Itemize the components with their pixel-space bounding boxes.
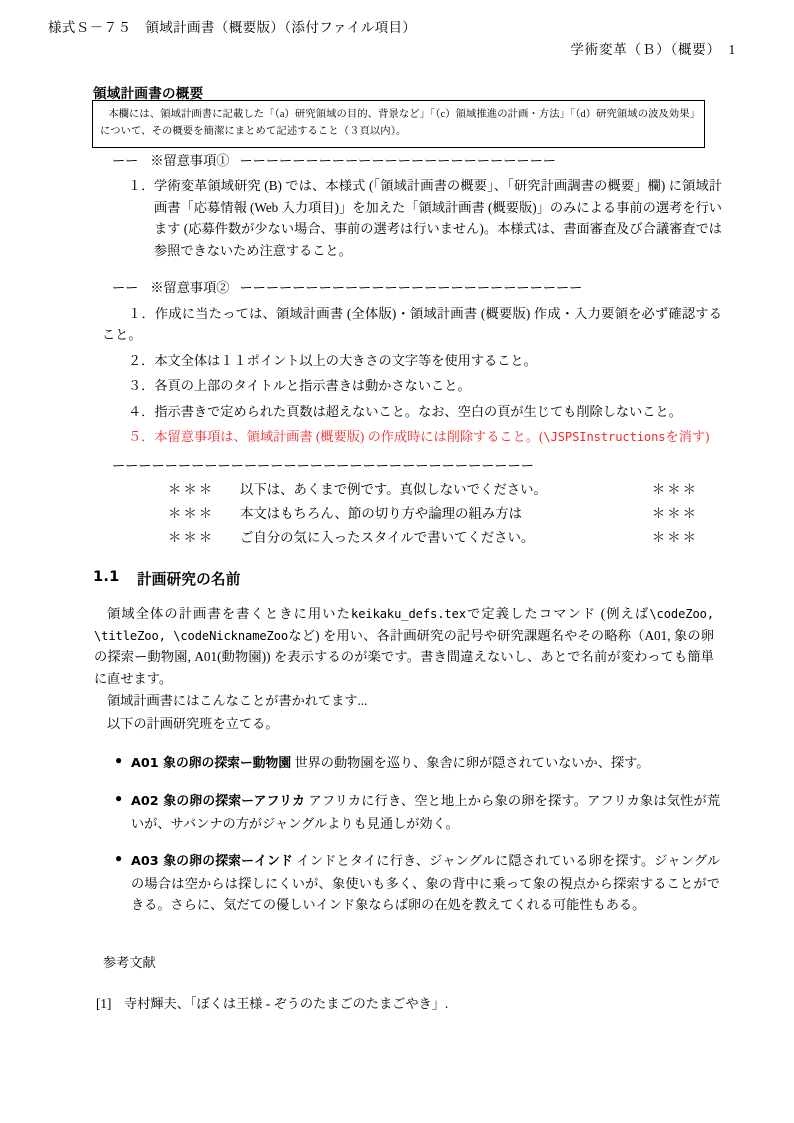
note-text: 学術変革領域研究 (B) では、本様式 (「領域計画書の概要」、「研究計画調書の概要」欄) に領域計画書「応募情報 (Web 入力項目)」を加えた「領域計画書 (概要版)」のみによる事前の選考を行います (応募件数が少ない場合、事前の選考は行いません)。本様式は、書面審査及び合議審査では参照できないため注意すること。 [154,178,722,258]
note-item-3: ３．各頁の上部のタイトルと指示書きは動かさないこと。 [128,378,471,394]
references-title: 参考文献 [103,955,156,970]
example-notice-text: ご自分の気に入ったスタイルで書いてください。 [240,529,535,545]
rule-trailing-dashes: ーーーーーーーーーーーーーーーーーーーーーーーーーー [239,280,583,296]
example-notice-line [168,502,698,526]
body-paragraph-3: 以下の計画研究班を立てる。 [107,715,279,731]
notes-closing-rule: ーーーーーーーーーーーーーーーーーーーーーーーーーーーーーーーー [112,458,534,474]
body-paragraph-2: 領域計画書にはこんなことが書かれてます... [107,693,368,709]
note-item-1: １．作成に当たっては、領域計画書 (全体版)・領域計画書 (概要版) 作成・入力要領を必ず確認すること。 [102,305,722,343]
subsection-title: 計画研究の名前 [137,571,241,588]
rule-lead-dashes: ーー [112,280,139,296]
example-notice-text: 以下は、あくまで例です。真似しないでください。 [240,482,547,497]
star-marker-left: ＊＊＊ [168,505,215,521]
reference-entry [0,993,794,1014]
note-item-5-post: を消す) [665,429,710,445]
plan-code: A03 象の卵の探索ーインド [131,853,293,869]
rule-trailing-dashes: ーーーーーーーーーーーーーーーーーーーーーーーー [239,153,556,168]
instruction-text: 本欄には、領域計画書に記載した「（a）研究領域の目的、背景など」「（c）領域推進の計画・方法」「（d）研究領域の波及効果」について、その概要を簡潔にまとめて記述すること（３頁以内）。 [100,109,695,138]
paragraph-text-c: など) を用い、各計画研究の記号や研究課題名やその略称（A01, 象の卵の探索ー動物園, A01(動物園)) を表示するのが楽です。書き間違えないし、あとで名前が変わっても簡単に直せます。 [94,627,715,686]
plan-description: アフリカに行き、空と地上から象の卵を探す。アフリカ象は気性が荒いが、サバンナの方がジャングルよりも見通しが効く。 [131,793,721,832]
note-item-5 [0,426,794,448]
note-item-2: ２．本文全体は１１ポイント以上の大きさの文字等を使用すること。 [128,352,537,368]
reference-text: 寺村輝夫、「ぼくは王様 - ぞうのたまごのたまごやき」. [124,996,449,1011]
list-item [115,850,720,916]
subsection-number: 1.1 [93,568,120,585]
list-item [115,752,720,775]
filename-code: keikaku_defs.tex [351,607,466,621]
bullet-icon: ● [115,791,123,806]
rule-lead-dashes: ーー [112,153,139,168]
star-marker-right: ＊＊＊ [651,482,698,497]
list-item [115,790,721,834]
references-section [0,952,794,1014]
example-notice-line [168,478,698,502]
page-title: 領域計画書の概要 [93,86,204,102]
bullet-icon: ● [115,753,123,768]
plan-description: 世界の動物園を巡り、象舎に卵が隠されていないか、探す。 [294,755,650,771]
notes-block-2-rule [112,277,722,298]
notes-area [0,150,794,476]
instruction-box [92,100,705,148]
plan-list [0,752,794,915]
note-item-4: ４．指示書きで定められた頁数は超えないこと。なお、空白の頁が生じても削除しないこと。 [128,403,682,419]
note-item-5-command: \JSPSInstructions [543,430,666,445]
note-number: １． [128,178,155,194]
document-type-header: 学術変革（Ｂ）（概要） 1 [570,42,736,57]
paragraph-text-b: で定義したコマンド (例えば [465,606,650,621]
example-notice-block [0,478,794,550]
star-marker-left: ＊＊＊ [168,529,215,545]
body-area [0,568,794,931]
latex-commands-code: \codeZoo, \titleZoo, \codeNicknameZoo [94,607,715,643]
notes-block-2-title: ※留意事項② [150,280,230,296]
note-item-5-pre: ５．本留意事項は、領域計画書 (概要版) の作成時には削除すること。( [128,429,544,445]
star-marker-right: ＊＊＊ [651,529,698,545]
note-item [0,175,794,261]
reference-key: [1] [96,996,112,1011]
example-notice-text: 本文はもちろん、節の切り方や論理の組み方は [240,505,523,521]
star-marker-right: ＊＊＊ [651,505,698,521]
subsection-heading [0,568,794,589]
form-id-header: 様式Ｓ－７５ 領域計画書（概要版）（添付ファイル項目） [48,20,417,35]
plan-code: A01 象の卵の探索ー動物園 [131,756,292,772]
star-marker-left: ＊＊＊ [168,482,215,497]
notes-block-1-rule [112,150,722,171]
plan-code: A02 象の卵の探索ーアフリカ [131,794,305,810]
bullet-icon: ● [115,850,123,865]
paragraph-text-a: 領域全体の計画書を書くときに用いた [107,606,352,621]
example-notice-line [168,526,698,550]
plan-description: インドとタイに行き、ジャングルに隠されている卵を探す。ジャングルの場合は空からは探しにくいが、象使いも多く、象の背中に乗って象の視点から探索することができる。さらに、気だての優しいインド象ならば卵の在処を教えてくれる可能性もある。 [131,852,720,913]
notes-block-1-title: ※留意事項① [150,153,230,168]
body-paragraph-1 [0,603,794,689]
